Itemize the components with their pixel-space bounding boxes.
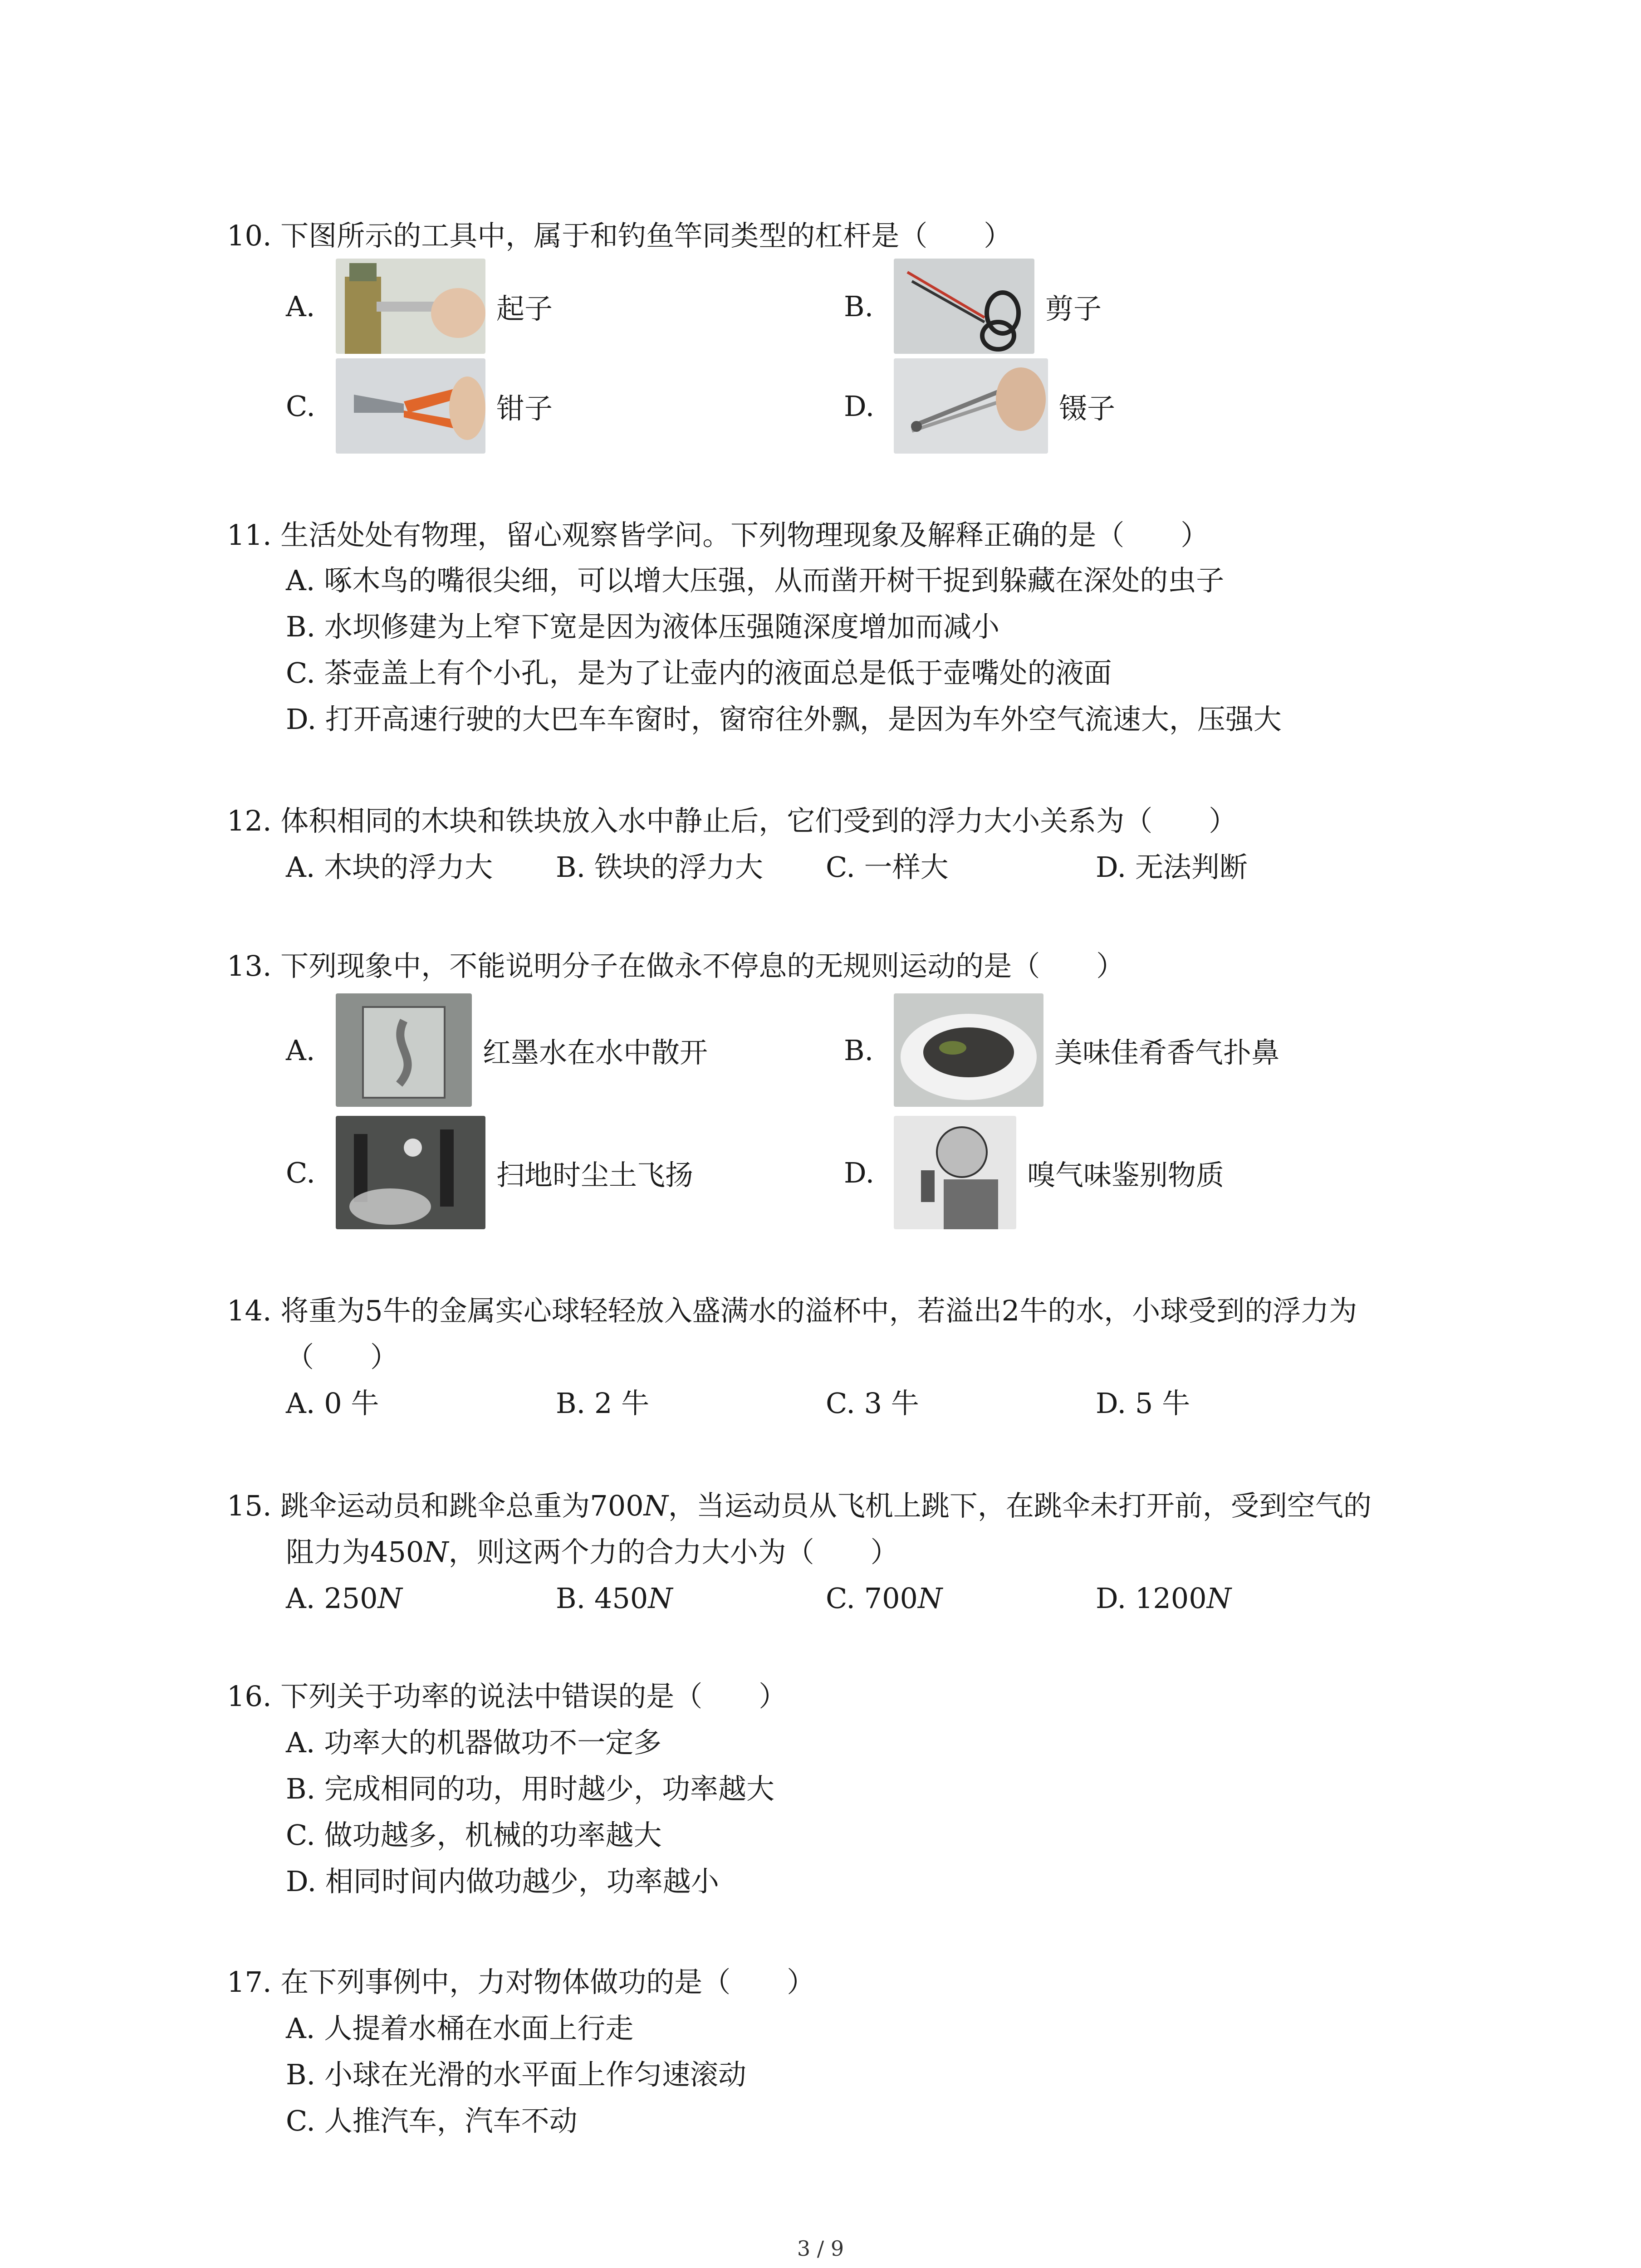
option-text: C. 700 (826, 1582, 918, 1615)
q15-line1-part-b: ，当运动员从飞机上跳下，在跳伞未打开前，受到空气的 (668, 1489, 1372, 1522)
question-13 (227, 943, 1479, 989)
q10-option-a (286, 259, 553, 354)
q15-line2-part-a: 阻力为450 (286, 1535, 424, 1569)
q15-option-b (556, 1576, 673, 1621)
page-number: 3 / 9 (797, 2236, 844, 2261)
question-15-line-2 (286, 1530, 899, 1575)
option-label: 扫地时尘土飞扬 (496, 1158, 694, 1192)
q14-option-a: A. 0 牛 (286, 1387, 379, 1420)
question-10-text: 10. 下图所示的工具中，属于和钓鱼竿同类型的杠杆是（ ） (227, 219, 1012, 252)
option-text: D. 1200 (1096, 1582, 1207, 1615)
q13-option-d (844, 1116, 1224, 1229)
q15-unit: N (643, 1489, 668, 1522)
option-text: B. 450 (556, 1582, 648, 1615)
q15-option-d (1096, 1576, 1231, 1621)
q11-option-d: D. 打开高速行驶的大巴车车窗时，窗帘往外飘，是因为车外空气流速大，压强大 (286, 703, 1282, 736)
q15-unit: N (424, 1535, 449, 1569)
q10-option-b (844, 259, 1102, 354)
smelling-bottle-photo (894, 1116, 1016, 1229)
question-16-text: 16. 下列关于功率的说法中错误的是（ ） (227, 1680, 787, 1713)
q11-option-a: A. 啄木鸟的嘴很尖细，可以增大压强，从而凿开树干捉到躲藏在深处的虫子 (286, 564, 1225, 597)
sweeping-dust-photo (336, 1116, 485, 1229)
option-unit: N (648, 1582, 673, 1615)
question-11-text: 11. 生活处处有物理，留心观察皆学问。下列物理现象及解释正确的是（ ） (227, 518, 1209, 552)
option-letter: B. (844, 289, 874, 323)
q12-option-a: A. 木块的浮力大 (286, 850, 493, 884)
option-letter: A. (286, 1033, 315, 1067)
q12-option-b: B. 铁块的浮力大 (556, 850, 763, 884)
option-label: 钳子 (496, 391, 553, 425)
option-label: 嗅气味鉴别物质 (1027, 1158, 1225, 1192)
q14-option-c: C. 3 牛 (826, 1387, 919, 1420)
tweezers-photo (894, 358, 1048, 454)
question-14-paren: （ ） (286, 1340, 399, 1374)
option-letter: A. (286, 289, 315, 323)
food-dish-photo (894, 993, 1043, 1107)
q14-option-b: B. 2 牛 (556, 1387, 650, 1420)
ink-in-water-photo (336, 993, 472, 1107)
q16-option-c: C. 做功越多，机械的功率越大 (286, 1818, 662, 1852)
q13-option-a (286, 993, 708, 1107)
q13-option-b (844, 993, 1279, 1107)
option-unit: N (917, 1582, 943, 1615)
question-12-text: 12. 体积相同的木块和铁块放入水中静止后，它们受到的浮力大小关系为（ ） (227, 804, 1237, 837)
option-letter: D. (844, 1156, 875, 1189)
q17-option-c: C. 人推汽车，汽车不动 (286, 2104, 578, 2137)
question-12 (227, 798, 1479, 844)
option-label: 起子 (496, 292, 553, 325)
question-17-text: 17. 在下列事例中，力对物体做功的是（ ） (227, 1965, 815, 1999)
option-label: 镊子 (1059, 391, 1116, 425)
option-text: A. 250 (286, 1582, 378, 1615)
q10-option-d (844, 358, 1115, 454)
q14-option-d: D. 5 牛 (1096, 1387, 1190, 1420)
question-14 (227, 1288, 1479, 1334)
question-15-line-1 (227, 1483, 1479, 1529)
option-label: 美味佳肴香气扑鼻 (1054, 1036, 1280, 1069)
q15-option-c (826, 1576, 942, 1621)
q12-option-d: D. 无法判断 (1096, 850, 1248, 884)
option-letter: B. (844, 1033, 874, 1067)
question-17 (227, 1960, 1479, 2005)
option-letter: C. (286, 1156, 315, 1189)
q17-option-a: A. 人提着水桶在水面上行走 (286, 2012, 634, 2045)
q13-option-c (286, 1116, 693, 1229)
bottle-opener-photo (336, 259, 485, 354)
q11-option-b: B. 水坝修建为上窄下宽是因为液体压强随深度增加而减小 (286, 610, 999, 643)
q15-line1-part-a: 15. 跳伞运动员和跳伞总重为700 (227, 1489, 644, 1522)
question-14-text: 14. 将重为5牛的金属实心球轻轻放入盛满水的溢杯中，若溢出2牛的水，小球受到的浮力为 (227, 1294, 1357, 1327)
q17-option-b: B. 小球在光滑的水平面上作匀速滚动 (286, 2058, 746, 2091)
option-label: 剪子 (1045, 292, 1102, 325)
q15-option-a (286, 1576, 402, 1621)
q15-line2-part-b: ，则这两个力的合力大小为（ ） (448, 1535, 899, 1569)
question-15 (227, 1483, 1479, 1529)
q12-option-c: C. 一样大 (826, 850, 949, 884)
question-10 (227, 213, 1479, 259)
option-unit: N (1206, 1582, 1231, 1615)
question-11 (227, 513, 1479, 558)
q11-option-c: C. 茶壶盖上有个小孔，是为了让壶内的液面总是低于壶嘴处的液面 (286, 656, 1112, 689)
option-unit: N (377, 1582, 402, 1615)
scissors-photo (894, 259, 1034, 354)
option-label: 红墨水在水中散开 (483, 1036, 708, 1069)
q16-option-d: D. 相同时间内做功越少，功率越小 (286, 1865, 719, 1898)
q16-option-b: B. 完成相同的功，用时越少，功率越大 (286, 1772, 774, 1805)
pliers-photo (336, 358, 485, 454)
q16-option-a: A. 功率大的机器做功不一定多 (286, 1726, 662, 1759)
question-13-text: 13. 下列现象中，不能说明分子在做永不停息的无规则运动的是（ ） (227, 949, 1125, 982)
question-16 (227, 1674, 1479, 1719)
option-letter: D. (844, 389, 875, 423)
q10-option-c (286, 358, 553, 454)
option-letter: C. (286, 389, 315, 423)
